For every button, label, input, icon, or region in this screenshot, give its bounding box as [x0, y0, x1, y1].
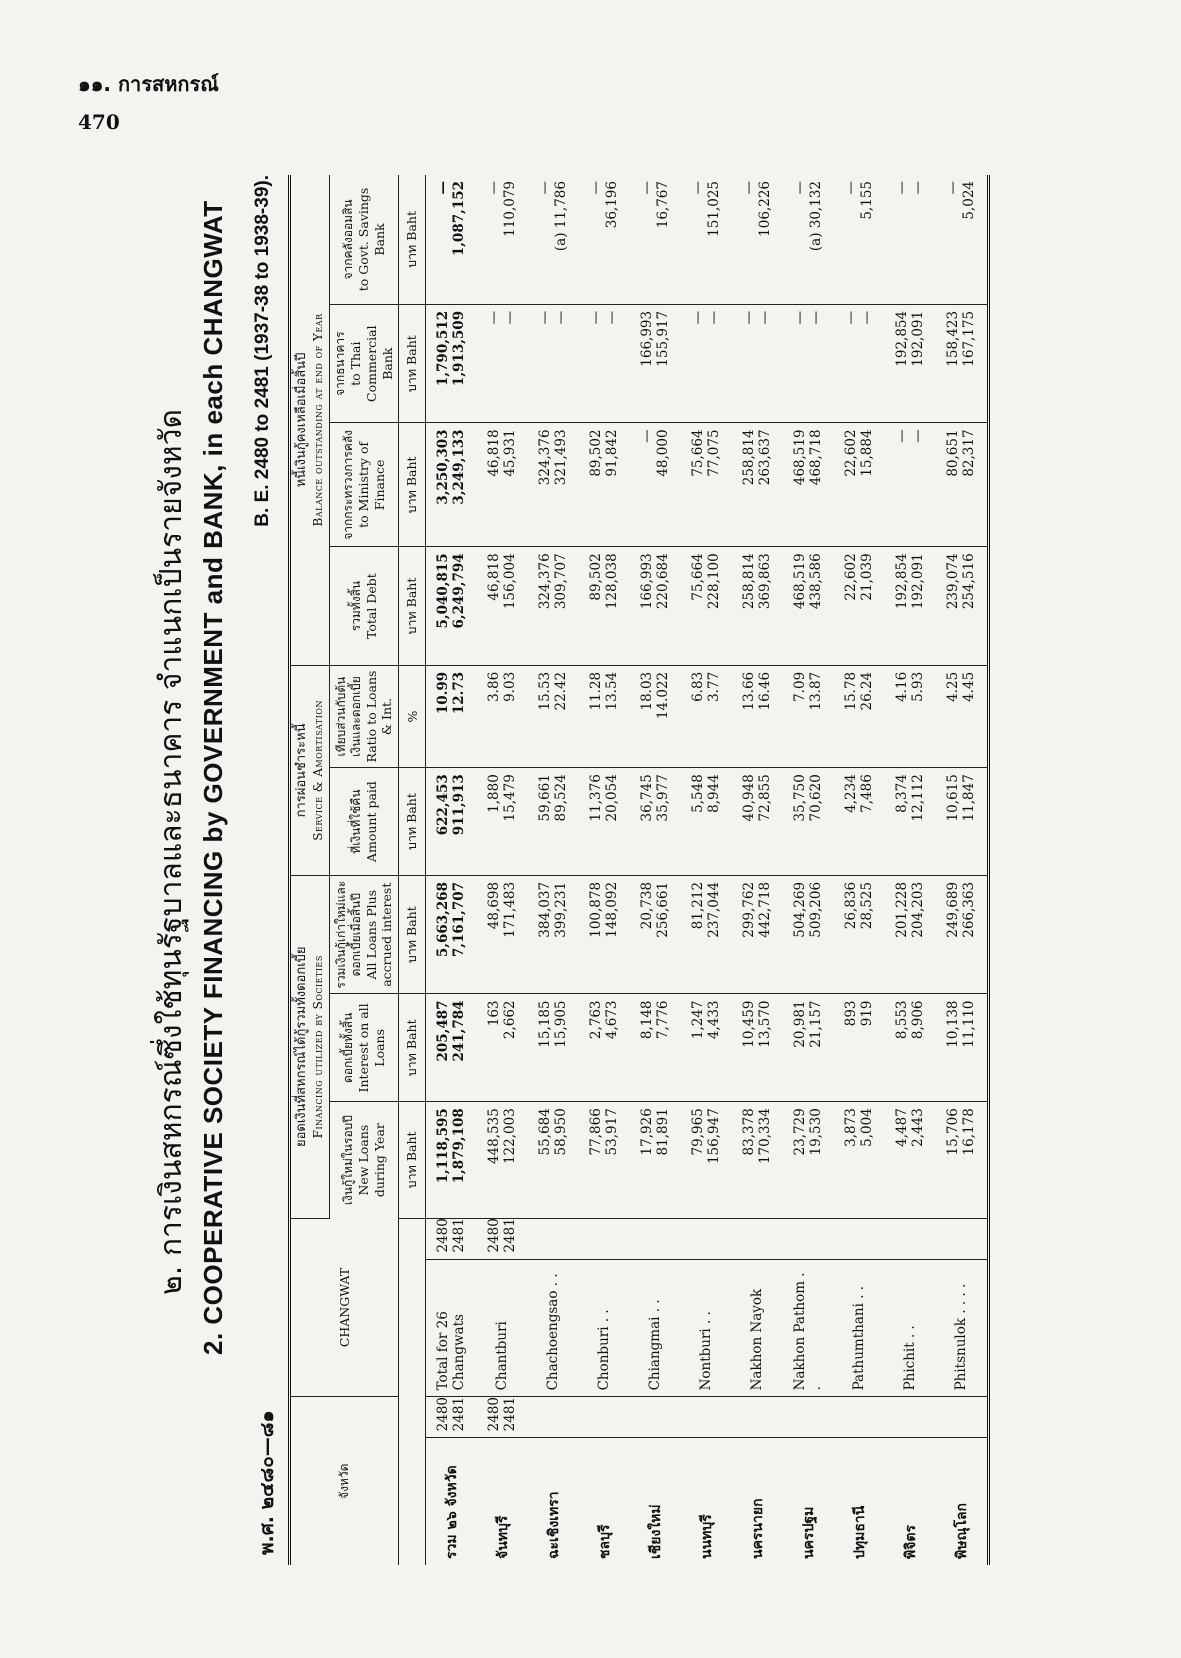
changwat-thai: พิษณุโลก [936, 1438, 989, 1565]
value-cell: — — [885, 423, 936, 547]
value-cell: 448,535 122,003 [477, 1102, 528, 1218]
changwat-thai: ชลบุรี [596, 1524, 613, 1559]
value-cell: 324,376 321,493 [528, 423, 579, 547]
value-cell: 6.83 3.77 [681, 665, 732, 767]
value-cell: 18.03 14.022 [630, 665, 681, 767]
value-cell: — — [579, 304, 630, 423]
year-thai [579, 1397, 630, 1438]
value-cell: 192,854 192,091 [885, 547, 936, 666]
column-header: จากธนาคาร to Thai Commercial Bank [330, 304, 399, 423]
service-group-header: การผ่อนชำระหนี้ Service & Amortisation [290, 665, 330, 875]
value-cell: 10,615 11,847 [936, 768, 989, 876]
value-cell: 46,818 156,004 [477, 547, 528, 666]
value-cell: 35,750 70,620 [783, 768, 834, 876]
value-cell: 2,763 4,673 [579, 994, 630, 1102]
value-cell: 4.16 5.93 [885, 665, 936, 767]
value-cell: 299,762 442,718 [732, 875, 783, 994]
value-cell: — 110,079 [477, 175, 528, 304]
table-row [936, 175, 989, 1565]
table-row [426, 175, 478, 1565]
value-cell: 324,376 309,707 [528, 547, 579, 666]
table-row [579, 175, 630, 1565]
column-header: รวมทั้งสิ้น Total Debt [330, 547, 399, 666]
year-en [630, 1218, 681, 1259]
value-cell: 3.86 9.03 [477, 665, 528, 767]
year-en: 2480 2481 [426, 1218, 478, 1259]
year-en [834, 1218, 885, 1259]
column-header: จากคลังออมสิน to Govt. Savings Bank [330, 175, 399, 304]
value-cell: 11.28 13.54 [579, 665, 630, 767]
value-cell: — — [732, 304, 783, 423]
year-thai [732, 1397, 783, 1438]
value-cell: 15,706 16,178 [936, 1102, 989, 1218]
value-cell: 5,040,815 6,249,794 [426, 547, 478, 666]
value-cell: — 106,226 [732, 175, 783, 304]
title-block [140, 175, 290, 1565]
value-cell: 384,037 399,231 [528, 875, 579, 994]
changwat-thai: นนทบุรี [698, 1514, 715, 1559]
value-cell: 79,965 156,947 [681, 1102, 732, 1218]
unit-cell: บาท Baht [399, 1102, 426, 1218]
value-cell: 75,664 228,100 [681, 547, 732, 666]
unit-cell: % [399, 665, 426, 767]
changwat-en: Nakhon Pathom . . [783, 1259, 834, 1397]
value-cell: 1,880 15,479 [477, 768, 528, 876]
column-header: จากกระทรวงการคลัง to Ministry of Finance [330, 423, 399, 547]
changwat-en-header: CHANGWAT [290, 1218, 399, 1397]
value-cell: 83,378 170,334 [732, 1102, 783, 1218]
value-cell: 163 2,662 [477, 994, 528, 1102]
year-range-thai: พ.ศ. ๒๔๘๐—๘๑ [256, 1410, 278, 1555]
value-cell: 166,993 155,917 [630, 304, 681, 423]
year-en: 2480 2481 [477, 1218, 528, 1259]
value-cell: 201,228 204,203 [885, 875, 936, 994]
value-cell: 192,854 192,091 [885, 304, 936, 423]
value-cell: — (a) 30,132 [783, 175, 834, 304]
year-thai [834, 1397, 885, 1438]
value-cell: 3,873 5,004 [834, 1102, 885, 1218]
year-thai [885, 1397, 936, 1438]
value-cell: 4,234 7,486 [834, 768, 885, 876]
value-cell: — — [681, 304, 732, 423]
year-thai [783, 1397, 834, 1438]
value-cell: 80,651 82,317 [936, 423, 989, 547]
value-cell: 5,663,268 7,161,707 [426, 875, 478, 994]
value-cell: — 48,000 [630, 423, 681, 547]
value-cell: 8,374 12,112 [885, 768, 936, 876]
unit-cell: บาท Baht [399, 768, 426, 876]
column-header: ที่เงินที่ใช้คืน Amount paid [330, 768, 399, 876]
changwat-en: Nontburi . . [681, 1259, 732, 1397]
year-thai [528, 1397, 579, 1438]
value-cell: — — [885, 175, 936, 304]
value-cell: 15,185 15,905 [528, 994, 579, 1102]
table-row [681, 175, 732, 1565]
value-cell: — — [528, 304, 579, 423]
value-cell: 8,553 8,906 [885, 994, 936, 1102]
changwat-thai: นครปฐม [800, 1506, 817, 1559]
value-cell: — — [834, 304, 885, 423]
value-cell: 15.53 22.42 [528, 665, 579, 767]
year-thai [936, 1397, 989, 1438]
value-cell: — — [783, 304, 834, 423]
value-cell: 166,993 220,684 [630, 547, 681, 666]
value-cell: 75,664 77,075 [681, 423, 732, 547]
changwat-thai: รวม ๒๖ จังหวัด [443, 1465, 460, 1559]
value-cell: 249,689 266,363 [936, 875, 989, 994]
value-cell: 239,074 254,516 [936, 547, 989, 666]
changwat-en: Pathumthani . . [834, 1259, 885, 1397]
value-cell: — 5,024 [936, 175, 989, 304]
unit-cell: บาท Baht [399, 175, 426, 304]
value-cell: 10.99 12.73 [426, 665, 478, 767]
year-en [579, 1218, 630, 1259]
changwat-thai: ปทุมธานี [851, 1505, 868, 1559]
column-header: รวมเงินกู้เก่าใหม่และดอกเบี้ยเมื่อสิ้นปี All Loans Plus accrued interest [330, 875, 399, 994]
year-en [528, 1218, 579, 1259]
table-row [732, 175, 783, 1565]
column-header: เทียบส่วนกับต้นเงินและดอกเบี้ย Ratio to Loans & Int. [330, 665, 399, 767]
value-cell: 100,878 148,092 [579, 875, 630, 994]
value-cell: 40,948 72,855 [732, 768, 783, 876]
value-cell: 11,376 20,054 [579, 768, 630, 876]
changwat-thai-header: จังหวัด [290, 1397, 399, 1565]
changwat-thai: ฉะเชิงเทรา [545, 1491, 562, 1559]
value-cell: — 1,087,152 [426, 175, 478, 304]
changwat-en: Phichit . . [885, 1259, 936, 1397]
value-cell: 10,459 13,570 [732, 994, 783, 1102]
unit-row [399, 175, 426, 1565]
financing-table [288, 175, 990, 1565]
table-row [885, 175, 936, 1565]
value-cell: 20,738 256,661 [630, 875, 681, 994]
table-row [528, 175, 579, 1565]
value-cell: 36,745 35,977 [630, 768, 681, 876]
value-cell: 3,250,303 3,249,133 [426, 423, 478, 547]
value-cell: — 36,196 [579, 175, 630, 304]
value-cell: 20,981 21,157 [783, 994, 834, 1102]
value-cell: 23,729 19,530 [783, 1102, 834, 1218]
changwat-en: Chachoengsao . . [528, 1259, 579, 1397]
value-cell: 81,212 237,044 [681, 875, 732, 994]
value-cell: 8,148 7,776 [630, 994, 681, 1102]
value-cell: 13.66 16.46 [732, 665, 783, 767]
section-header: ๑๑. การสหกรณ์ [78, 72, 219, 96]
unit-cell: บาท Baht [399, 304, 426, 423]
changwat-en: Phitsnulok . . . . [936, 1259, 989, 1397]
year-en [783, 1218, 834, 1259]
value-cell: 89,502 91,842 [579, 423, 630, 547]
title-english: 2. COOPERATIVE SOCIETY FINANCING by GOVERNMENT and BANK, in each CHANGWAT [198, 200, 228, 1355]
rotated-table-page [140, 175, 1090, 1565]
value-cell: 22,602 21,039 [834, 547, 885, 666]
financing-group-header: ยอดเงินที่สหกรณ์ได้กู้รวมทั้งดอกเบี้ย Financing utilized by Societies [290, 875, 330, 1218]
value-cell: 10,138 11,110 [936, 994, 989, 1102]
year-range-english: B. E. 2480 to 2481 (1937-38 to 1938-39). [252, 175, 273, 527]
value-cell: 1,790,512 1,913,509 [426, 304, 478, 423]
table-row [630, 175, 681, 1565]
changwat-en: Chonburi . . [579, 1259, 630, 1397]
value-cell: 22,602 15,884 [834, 423, 885, 547]
unit-cell: บาท Baht [399, 994, 426, 1102]
year-thai: 2480 2481 [426, 1397, 478, 1438]
year-en [885, 1218, 936, 1259]
year-en [732, 1218, 783, 1259]
changwat-en: Nakhon Nayok [732, 1259, 783, 1397]
value-cell: 893 919 [834, 994, 885, 1102]
value-cell: 468,519 468,718 [783, 423, 834, 547]
value-cell: — (a) 11,786 [528, 175, 579, 304]
value-cell: 4.25 4.45 [936, 665, 989, 767]
table-row [834, 175, 885, 1565]
table-body [426, 175, 989, 1565]
value-cell: 26,836 28,525 [834, 875, 885, 994]
year-thai: 2480 2481 [477, 1397, 528, 1438]
year-thai [630, 1397, 681, 1438]
year-thai [681, 1397, 732, 1438]
changwat-en: Total for 26 Changwats [426, 1259, 478, 1397]
value-cell: 258,814 369,863 [732, 547, 783, 666]
value-cell: 258,814 263,637 [732, 423, 783, 547]
value-cell: 48,698 171,483 [477, 875, 528, 994]
year-en [936, 1218, 989, 1259]
unit-cell: บาท Baht [399, 547, 426, 666]
column-header: ดอกเบี้ยทั้งสิ้น Interest on all Loans [330, 994, 399, 1102]
value-cell: — 151,025 [681, 175, 732, 304]
value-cell: 205,487 241,784 [426, 994, 478, 1102]
balance-group-header: หนี้เงินกู้คงเหลือเมื่อสิ้นปี Balance outstanding at end of Year [290, 175, 330, 665]
unit-cell: บาท Baht [399, 423, 426, 547]
value-cell: 89,502 128,038 [579, 547, 630, 666]
value-cell: 77,866 53,917 [579, 1102, 630, 1218]
year-en [681, 1218, 732, 1259]
value-cell: 5,548 8,944 [681, 768, 732, 876]
table-row [477, 175, 528, 1565]
table-row [783, 175, 834, 1565]
value-cell: 59,661 89,524 [528, 768, 579, 876]
value-cell: 622,453 911,913 [426, 768, 478, 876]
changwat-en: Chiangmai . . [630, 1259, 681, 1397]
page-number: 470 [78, 110, 120, 134]
value-cell: 7.09 13.87 [783, 665, 834, 767]
value-cell: 1,247 4,433 [681, 994, 732, 1102]
changwat-thai: พิจิตร [902, 1524, 919, 1559]
value-cell: 55,684 58,950 [528, 1102, 579, 1218]
value-cell: 468,519 438,586 [783, 547, 834, 666]
title-thai: ๒. การเงินสหกรณ์ซึ่งใช้ทุนรัฐบาลและธนาคาร จำแนกเป็นรายจังหวัด [154, 409, 189, 1295]
changwat-thai: จันทบุรี [494, 1515, 511, 1559]
value-cell: 17,926 81,891 [630, 1102, 681, 1218]
value-cell: — — [477, 304, 528, 423]
value-cell: 4,487 2,443 [885, 1102, 936, 1218]
changwat-en: Chantburi [477, 1259, 528, 1397]
value-cell: 1,118,595 1,879,108 [426, 1102, 478, 1218]
value-cell: — 5,155 [834, 175, 885, 304]
value-cell: 46,818 45,931 [477, 423, 528, 547]
value-cell: 504,269 509,206 [783, 875, 834, 994]
unit-cell: บาท Baht [399, 875, 426, 994]
value-cell: 15.78 26.24 [834, 665, 885, 767]
changwat-thai: นครนายก [749, 1498, 766, 1559]
value-cell: 158,423 167,175 [936, 304, 989, 423]
column-header: เงินกู้ใหม่ในรอบปี New Loans during Year [341, 1115, 387, 1206]
changwat-thai: เชียงใหม่ [647, 1504, 664, 1559]
value-cell: — 16,767 [630, 175, 681, 304]
